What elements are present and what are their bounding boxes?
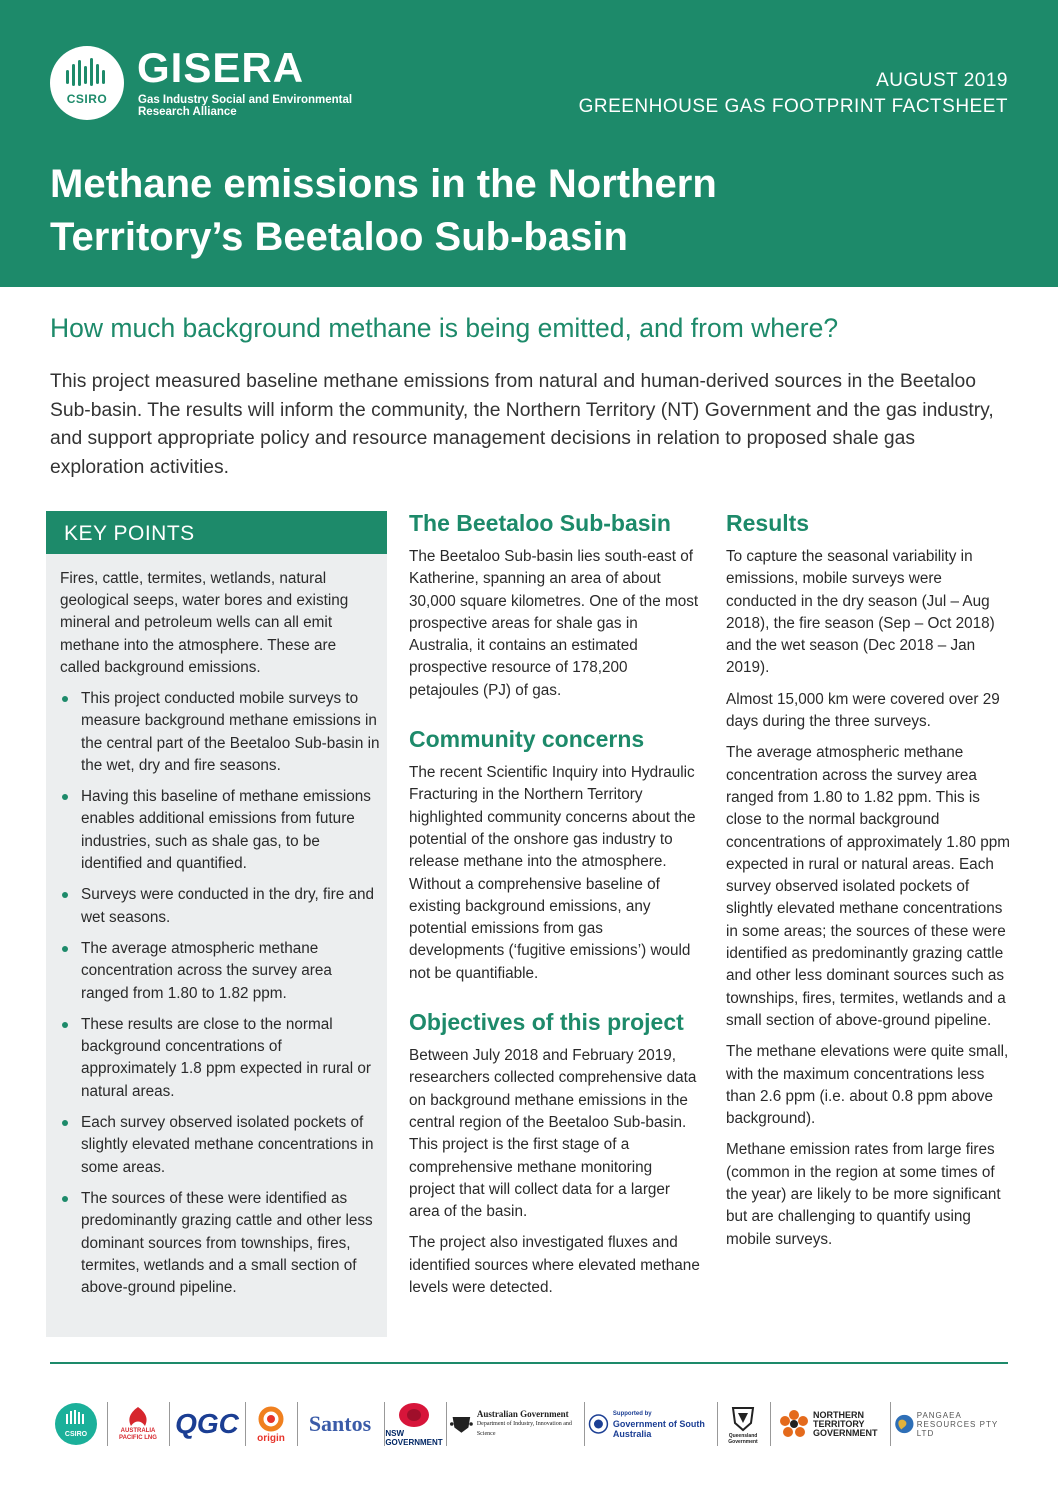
qgc-logo: QGC <box>175 1408 239 1439</box>
key-points-list <box>60 688 380 1308</box>
logo-separator <box>584 1402 585 1446</box>
csiro-logo <box>50 46 124 120</box>
waratah-icon <box>397 1401 431 1429</box>
results-p5: Methane emission rates from large fires (common in the region at some times of the year) are likely to be more significant but are challenging to quantify using mobile surveys. <box>726 1141 1001 1248</box>
key-point-text: The sources of these were identified as predominantly grazing cattle and other less dominant sources from townships, fires, termites, wetlands and a small section of above-ground pipeline. <box>81 1189 373 1297</box>
apl-flame-icon <box>125 1406 151 1428</box>
key-point-item <box>60 688 380 777</box>
sa-gov-text: Government of South Australia <box>612 1419 705 1439</box>
concerns-heading: Community concerns <box>409 726 645 753</box>
concerns-text: The recent Scientific Inquiry into Hydraulic Fracturing in the Northern Territory highlighted community concerns about the potential of the onshore gas industry to release methane into the atmosphere. Without a comprehensive baseline of existing background emissions, any potential emissions from gas developments (‘fugitive emissions’) would not be quantifiable. <box>409 764 696 982</box>
nt-text: NORTHERN TERRITORY GOVERNMENT <box>813 1409 878 1438</box>
bullet-icon <box>62 696 68 702</box>
column-middle <box>409 508 701 1299</box>
key-point-text: Having this baseline of methane emissions enables additional emissions from future industries, such as shale gas, to be identified and quantified. <box>81 788 371 873</box>
apl-logo <box>112 1396 164 1452</box>
key-point-item <box>60 1188 380 1299</box>
key-point-text: Each survey observed isolated pockets of slightly elevated methane concentrations in some areas. <box>81 1114 374 1176</box>
bullet-icon <box>62 1022 68 1028</box>
origin-sun-icon <box>257 1405 285 1433</box>
key-point-text: Surveys were conducted in the dry, fire and wet seasons. <box>81 886 375 926</box>
brand-subtitle: Gas Industry Social and Environmental Research Alliance <box>138 94 353 118</box>
logo-separator <box>890 1402 891 1446</box>
sa-piping-shrike-icon <box>588 1410 609 1438</box>
document-type: GREENHOUSE GAS FOOTPRINT FACTSHEET <box>578 96 1008 117</box>
key-points-intro: Fires, cattle, termites, wetlands, natural geological seeps, water bores and existing mineral and petroleum wells can all emit methane into the atmosphere. These are called background emissions. <box>60 570 349 676</box>
globe-icon <box>894 1407 915 1441</box>
section-question: How much background methane is being emitted, and from where? <box>50 313 839 343</box>
logo-separator <box>297 1402 298 1446</box>
key-point-text: The average atmospheric methane concentration across the survey area ranged from 1.80 to 1.82 ppm. <box>81 939 332 1002</box>
santos-logo: Santos <box>308 1411 372 1436</box>
objectives-text-1: Between July 2018 and February 2019, researchers collected comprehensive data on background methane emissions in the central region of the Beetaloo Sub-basin. This project is the first stage of a comprehensive methane monitoring project that will collect data for a larger area of the basin. <box>409 1047 697 1221</box>
basin-text: The Beetaloo Sub-basin lies south-east of Katherine, spanning an area of about 30,000 square kilometres. One of the most prospective areas for shale gas in Australia, it contains an estimated prospective resource of 178,200 petajoules (PJ) of gas. <box>409 548 699 699</box>
apl-logo-text: AUSTRALIA PACIFIC LNG <box>119 1428 157 1441</box>
bullet-icon <box>62 1120 68 1126</box>
logo-separator <box>169 1402 170 1446</box>
key-point-text: These results are close to the normal background concentrations of approximately 1.8 ppm expected in rural or natural areas. <box>81 1015 371 1100</box>
key-point-item <box>60 786 380 875</box>
results-heading: Results <box>726 510 810 536</box>
bullet-icon <box>62 892 68 898</box>
page-title: Methane emissions in the Northern Territory’s Beetaloo Sub-basin <box>50 162 717 259</box>
header-banner <box>0 0 1058 287</box>
publication-date: AUGUST 2019 <box>876 70 1008 91</box>
footer-divider <box>50 1362 1008 1364</box>
csiro-circle-icon <box>54 1402 98 1446</box>
qld-text: Queensland Government <box>728 1433 758 1445</box>
key-point-item <box>60 1014 380 1103</box>
origin-logo <box>250 1396 292 1452</box>
results-p2: Almost 15,000 km were covered over 29 days during the three surveys. <box>726 690 1000 731</box>
svg-text:CSIRO: CSIRO <box>64 1431 88 1438</box>
logo-separator <box>107 1402 108 1446</box>
aus-gov-dept-text: Department of Industry, Innovation and Science <box>476 1421 572 1437</box>
key-point-text: This project conducted mobile surveys to measure background methane emissions in the central part of the Beetaloo Sub-basin in the wet, dry and fire seasons. <box>81 690 380 774</box>
aus-gov-text: Australian Government <box>476 1409 569 1419</box>
qld-crest-icon <box>728 1403 758 1433</box>
logo-separator <box>717 1402 718 1446</box>
key-point-item <box>60 884 380 929</box>
key-point-item <box>60 1112 380 1179</box>
csiro-logo-text: CSIRO <box>66 92 108 106</box>
logo-separator <box>446 1402 447 1446</box>
australian-government-logo <box>450 1396 578 1452</box>
pangaea-text: PANGAEA RESOURCES PTY LTD <box>916 1410 999 1438</box>
results-p3: The average atmospheric methane concentration across the survey area ranged from 1.80 to 1.82 ppm. This is close to the normal background concentrations of approximately 1.80 ppm expected in rural or natural areas. Each survey observed isolated pockets of slightly elevated methane concentrations in some areas; the sources of these were identified as predominantly grazing cattle and other less dominant sources such as townships, fires, termites, wetlands and a small section of above-ground pipeline. <box>726 744 1011 1029</box>
objectives-text-2: The project also investigated fluxes and identified sources where elevated methane levels were detected. <box>409 1234 700 1297</box>
key-points-heading: KEY POINTS <box>46 511 387 554</box>
bullet-icon <box>62 946 68 952</box>
csiro-bars-icon <box>64 58 110 88</box>
key-point-item <box>60 938 380 1005</box>
results-p4: The methane elevations were quite small, with the maximum concentrations less than 2.6 ppm (i.e. about 0.8 ppm above background). <box>726 1043 1009 1128</box>
nt-sturt-desert-rose-icon <box>779 1409 809 1439</box>
csiro-partner-logo <box>54 1396 98 1452</box>
objectives-heading: Objectives of this project <box>409 1009 684 1036</box>
nsw-logo <box>385 1396 443 1452</box>
column-results <box>726 508 1016 1251</box>
bullet-icon <box>62 1196 68 1202</box>
basin-heading: The Beetaloo Sub-basin <box>409 510 671 536</box>
nt-government-logo <box>774 1396 884 1452</box>
coat-of-arms-icon <box>450 1412 473 1436</box>
pangaea-logo <box>894 1396 1008 1452</box>
sa-government-logo <box>588 1396 712 1452</box>
logo-separator <box>770 1402 771 1446</box>
bullet-icon <box>62 794 68 800</box>
results-p1: To capture the seasonal variability in emissions, mobile surveys were conducted in the dry season (Jul – Aug 2018), the fire season (Sep – Oct 2018) and the wet season (Dec 2018 – Jan 2019). <box>726 548 995 677</box>
partner-logos <box>50 1396 1010 1452</box>
sa-supported-text: Supported by <box>612 1411 652 1417</box>
brand-name: GISERA <box>137 44 305 91</box>
logo-separator <box>245 1402 246 1446</box>
origin-logo-text: origin <box>257 1432 285 1444</box>
nsw-logo-text: NSW GOVERNMENT <box>385 1429 443 1447</box>
intro-paragraph: This project measured baseline methane emissions from natural and human-derived sources in the Beetaloo Sub-basin. The results will inform the community, the Northern Territory (NT) Government and the gas industry, and support appropriate policy and resource management decisions in relation to proposed shale gas exploration activities. <box>50 371 994 478</box>
queensland-government-logo <box>720 1396 766 1452</box>
